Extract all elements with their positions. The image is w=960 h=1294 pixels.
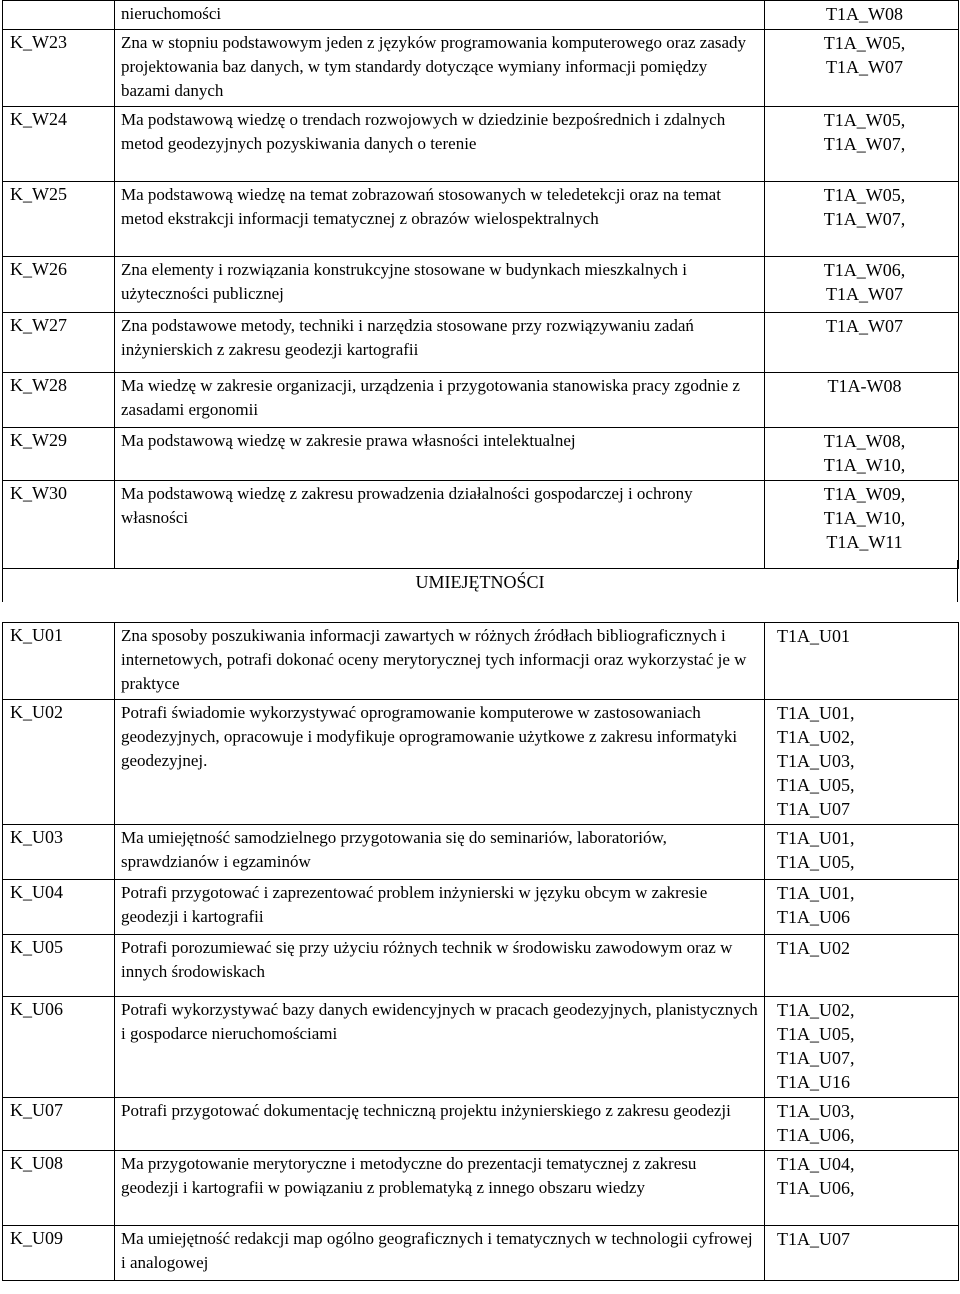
- area-effect-refs: [765, 1098, 959, 1151]
- knowledge-table: [2, 0, 959, 569]
- knowledge-row: [3, 373, 959, 428]
- outcome-description: Ma umiejętność samodzielnego przygotowania się do seminariów, laboratoriów, sprawdzianów i egzaminów: [115, 825, 765, 880]
- outcome-description: Zna sposoby poszukiwania informacji zawartych w różnych źródłach bibliograficznych i internetowych, potrafi dokonać oceny merytorycznej tych informacji oraz wykorzystać je w praktyce: [115, 623, 765, 700]
- outcome-description: Ma przygotowanie merytoryczne i metodyczne do prezentacji tematycznej z zakresu geodezji i kartografii w powiązaniu z problematyką z innego obszaru wiedzy: [115, 1151, 765, 1226]
- skill-row: [3, 935, 959, 997]
- knowledge-row: [3, 30, 959, 107]
- outcome-code: K_U02: [3, 700, 115, 825]
- outcome-code: K_W24: [3, 107, 115, 182]
- skill-row: [3, 700, 959, 825]
- skill-row: [3, 825, 959, 880]
- outcome-description: nieruchomości: [115, 1, 765, 30]
- knowledge-row: [3, 428, 959, 481]
- outcome-code: K_U03: [3, 825, 115, 880]
- outcome-description: Zna w stopniu podstawowym jeden z języków programowania komputerowego oraz zasady projektowania baz danych, w tym standardy dotyczące wymiany informacji pomiędzy bazami danych: [115, 30, 765, 107]
- knowledge-row: [3, 1, 959, 30]
- area-effect-ref: T1A_U05,: [777, 775, 855, 795]
- outcome-code: K_W23: [3, 30, 115, 107]
- knowledge-row: [3, 481, 959, 569]
- area-effect-ref: T1A_U06,: [777, 1125, 855, 1145]
- outcome-description: Potrafi porozumiewać się przy użyciu różnych technik w środowisku zawodowym oraz w innych środowiskach: [115, 935, 765, 997]
- skill-row: [3, 880, 959, 935]
- area-effect-ref: T1A_U16: [777, 1072, 850, 1092]
- area-effect-ref: T1A_W05,: [823, 185, 906, 205]
- area-effect-ref: T1A_W05,: [823, 33, 906, 53]
- knowledge-row: [3, 182, 959, 257]
- area-effect-ref: T1A_U06,: [777, 1178, 855, 1198]
- area-effect-ref: T1A_U01,: [777, 828, 855, 848]
- outcome-description: Potrafi przygotować dokumentację techniczną projektu inżynierskiego z zakresu geodezji: [115, 1098, 765, 1151]
- outcome-code: K_W27: [3, 313, 115, 373]
- area-effect-refs: [765, 373, 959, 428]
- outcome-description: Ma umiejętność redakcji map ogólno geograficznych i tematycznych w technologii cyfrowej i analogowej: [115, 1226, 765, 1281]
- area-effect-ref: T1A_W10,: [823, 455, 906, 475]
- knowledge-row: [3, 107, 959, 182]
- outcome-description: Zna elementy i rozwiązania konstrukcyjne stosowane w budynkach mieszkalnych i użyteczności publicznej: [115, 257, 765, 313]
- area-effect-ref: T1A_W08: [826, 4, 903, 24]
- area-effect-ref: T1A_W08,: [823, 431, 906, 451]
- area-effect-refs: [765, 428, 959, 481]
- outcome-description: Potrafi świadomie wykorzystywać oprogramowanie komputerowe w zastosowaniach geodezyjnych, opracowuje i modyfikuje oprogramowanie użytkowe z zakresu informatyki geodezyjnej.: [115, 700, 765, 825]
- outcome-code: K_U04: [3, 880, 115, 935]
- area-effect-ref: T1A_U05,: [777, 852, 855, 872]
- area-effect-ref: T1A_W10,: [823, 508, 906, 528]
- area-effect-ref: T1A_W07: [826, 284, 903, 304]
- area-effect-ref: T1A_U07: [777, 1229, 850, 1249]
- area-effect-refs: [765, 1226, 959, 1281]
- outcome-code: K_U06: [3, 997, 115, 1098]
- outcome-code: K_U01: [3, 623, 115, 700]
- section-header-skills: UMIEJĘTNOŚCI: [2, 560, 958, 602]
- outcome-description: Ma podstawową wiedzę w zakresie prawa własności intelektualnej: [115, 428, 765, 481]
- skill-row: [3, 997, 959, 1098]
- area-effect-refs: [765, 1, 959, 30]
- outcome-code: [3, 1, 115, 30]
- area-effect-ref: T1A_U02: [777, 938, 850, 958]
- area-effect-refs: [765, 313, 959, 373]
- outcome-description: Ma podstawową wiedzę na temat zobrazowań stosowanych w teledetekcji oraz na temat metod ekstrakcji informacji tematycznej z obrazów wielospektralnych: [115, 182, 765, 257]
- outcome-code: K_W30: [3, 481, 115, 569]
- skills-table: [2, 622, 959, 1281]
- area-effect-ref: T1A_W11: [826, 532, 903, 552]
- area-effect-ref: T1A_U04,: [777, 1154, 855, 1174]
- area-effect-refs: [765, 1151, 959, 1226]
- knowledge-row: [3, 313, 959, 373]
- skill-row: [3, 1151, 959, 1226]
- skill-row: [3, 1098, 959, 1151]
- area-effect-ref: T1A_W07,: [823, 209, 906, 229]
- area-effect-refs: [765, 182, 959, 257]
- knowledge-row: [3, 257, 959, 313]
- area-effect-ref: T1A_W07: [826, 316, 903, 336]
- area-effect-ref: T1A_W09,: [823, 484, 906, 504]
- outcome-code: K_W26: [3, 257, 115, 313]
- outcome-description: Potrafi przygotować i zaprezentować problem inżynierski w języku obcym w zakresie geodezji i kartografii: [115, 880, 765, 935]
- outcome-code: K_U08: [3, 1151, 115, 1226]
- skill-row: [3, 623, 959, 700]
- area-effect-refs: [765, 825, 959, 880]
- area-effect-ref: T1A_U01: [777, 626, 850, 646]
- outcome-description: Ma podstawową wiedzę o trendach rozwojowych w dziedzinie bezpośrednich i zdalnych metod geodezyjnych pozyskiwania danych o terenie: [115, 107, 765, 182]
- outcome-code: K_W25: [3, 182, 115, 257]
- area-effect-ref: T1A_U01,: [777, 883, 855, 903]
- area-effect-ref: T1A_U03,: [777, 751, 855, 771]
- outcome-description: Zna podstawowe metody, techniki i narzędzia stosowane przy rozwiązywaniu zadań inżynierskich z zakresu geodezji kartografii: [115, 313, 765, 373]
- outcome-code: K_U07: [3, 1098, 115, 1151]
- area-effect-refs: [765, 880, 959, 935]
- area-effect-ref: T1A_U07: [777, 799, 850, 819]
- area-effect-ref: T1A_U02,: [777, 1000, 855, 1020]
- skill-row: [3, 1226, 959, 1281]
- outcome-description: Potrafi wykorzystywać bazy danych ewidencyjnych w pracach geodezyjnych, planistycznych i gospodarce nieruchomościami: [115, 997, 765, 1098]
- area-effect-ref: T1A-W08: [827, 376, 902, 396]
- area-effect-ref: T1A_W06,: [823, 260, 906, 280]
- area-effect-ref: T1A_W07: [826, 57, 903, 77]
- outcome-code: K_U05: [3, 935, 115, 997]
- area-effect-ref: T1A_W05,: [823, 110, 906, 130]
- area-effect-refs: [765, 30, 959, 107]
- outcome-description: Ma wiedzę w zakresie organizacji, urządzenia i przygotowania stanowiska pracy zgodnie z zasadami ergonomii: [115, 373, 765, 428]
- outcome-code: K_W29: [3, 428, 115, 481]
- outcome-description: Ma podstawową wiedzę z zakresu prowadzenia działalności gospodarczej i ochrony własności: [115, 481, 765, 569]
- area-effect-refs: [765, 935, 959, 997]
- area-effect-ref: T1A_U02,: [777, 727, 855, 747]
- area-effect-ref: T1A_U01,: [777, 703, 855, 723]
- area-effect-refs: [765, 997, 959, 1098]
- area-effect-ref: T1A_W07,: [823, 134, 906, 154]
- area-effect-refs: [765, 481, 959, 569]
- outcome-code: K_U09: [3, 1226, 115, 1281]
- outcome-code: K_W28: [3, 373, 115, 428]
- area-effect-ref: T1A_U06: [777, 907, 850, 927]
- area-effect-ref: T1A_U07,: [777, 1048, 855, 1068]
- area-effect-refs: [765, 107, 959, 182]
- area-effect-ref: T1A_U03,: [777, 1101, 855, 1121]
- area-effect-refs: [765, 700, 959, 825]
- area-effect-ref: T1A_U05,: [777, 1024, 855, 1044]
- area-effect-refs: [765, 257, 959, 313]
- area-effect-refs: [765, 623, 959, 700]
